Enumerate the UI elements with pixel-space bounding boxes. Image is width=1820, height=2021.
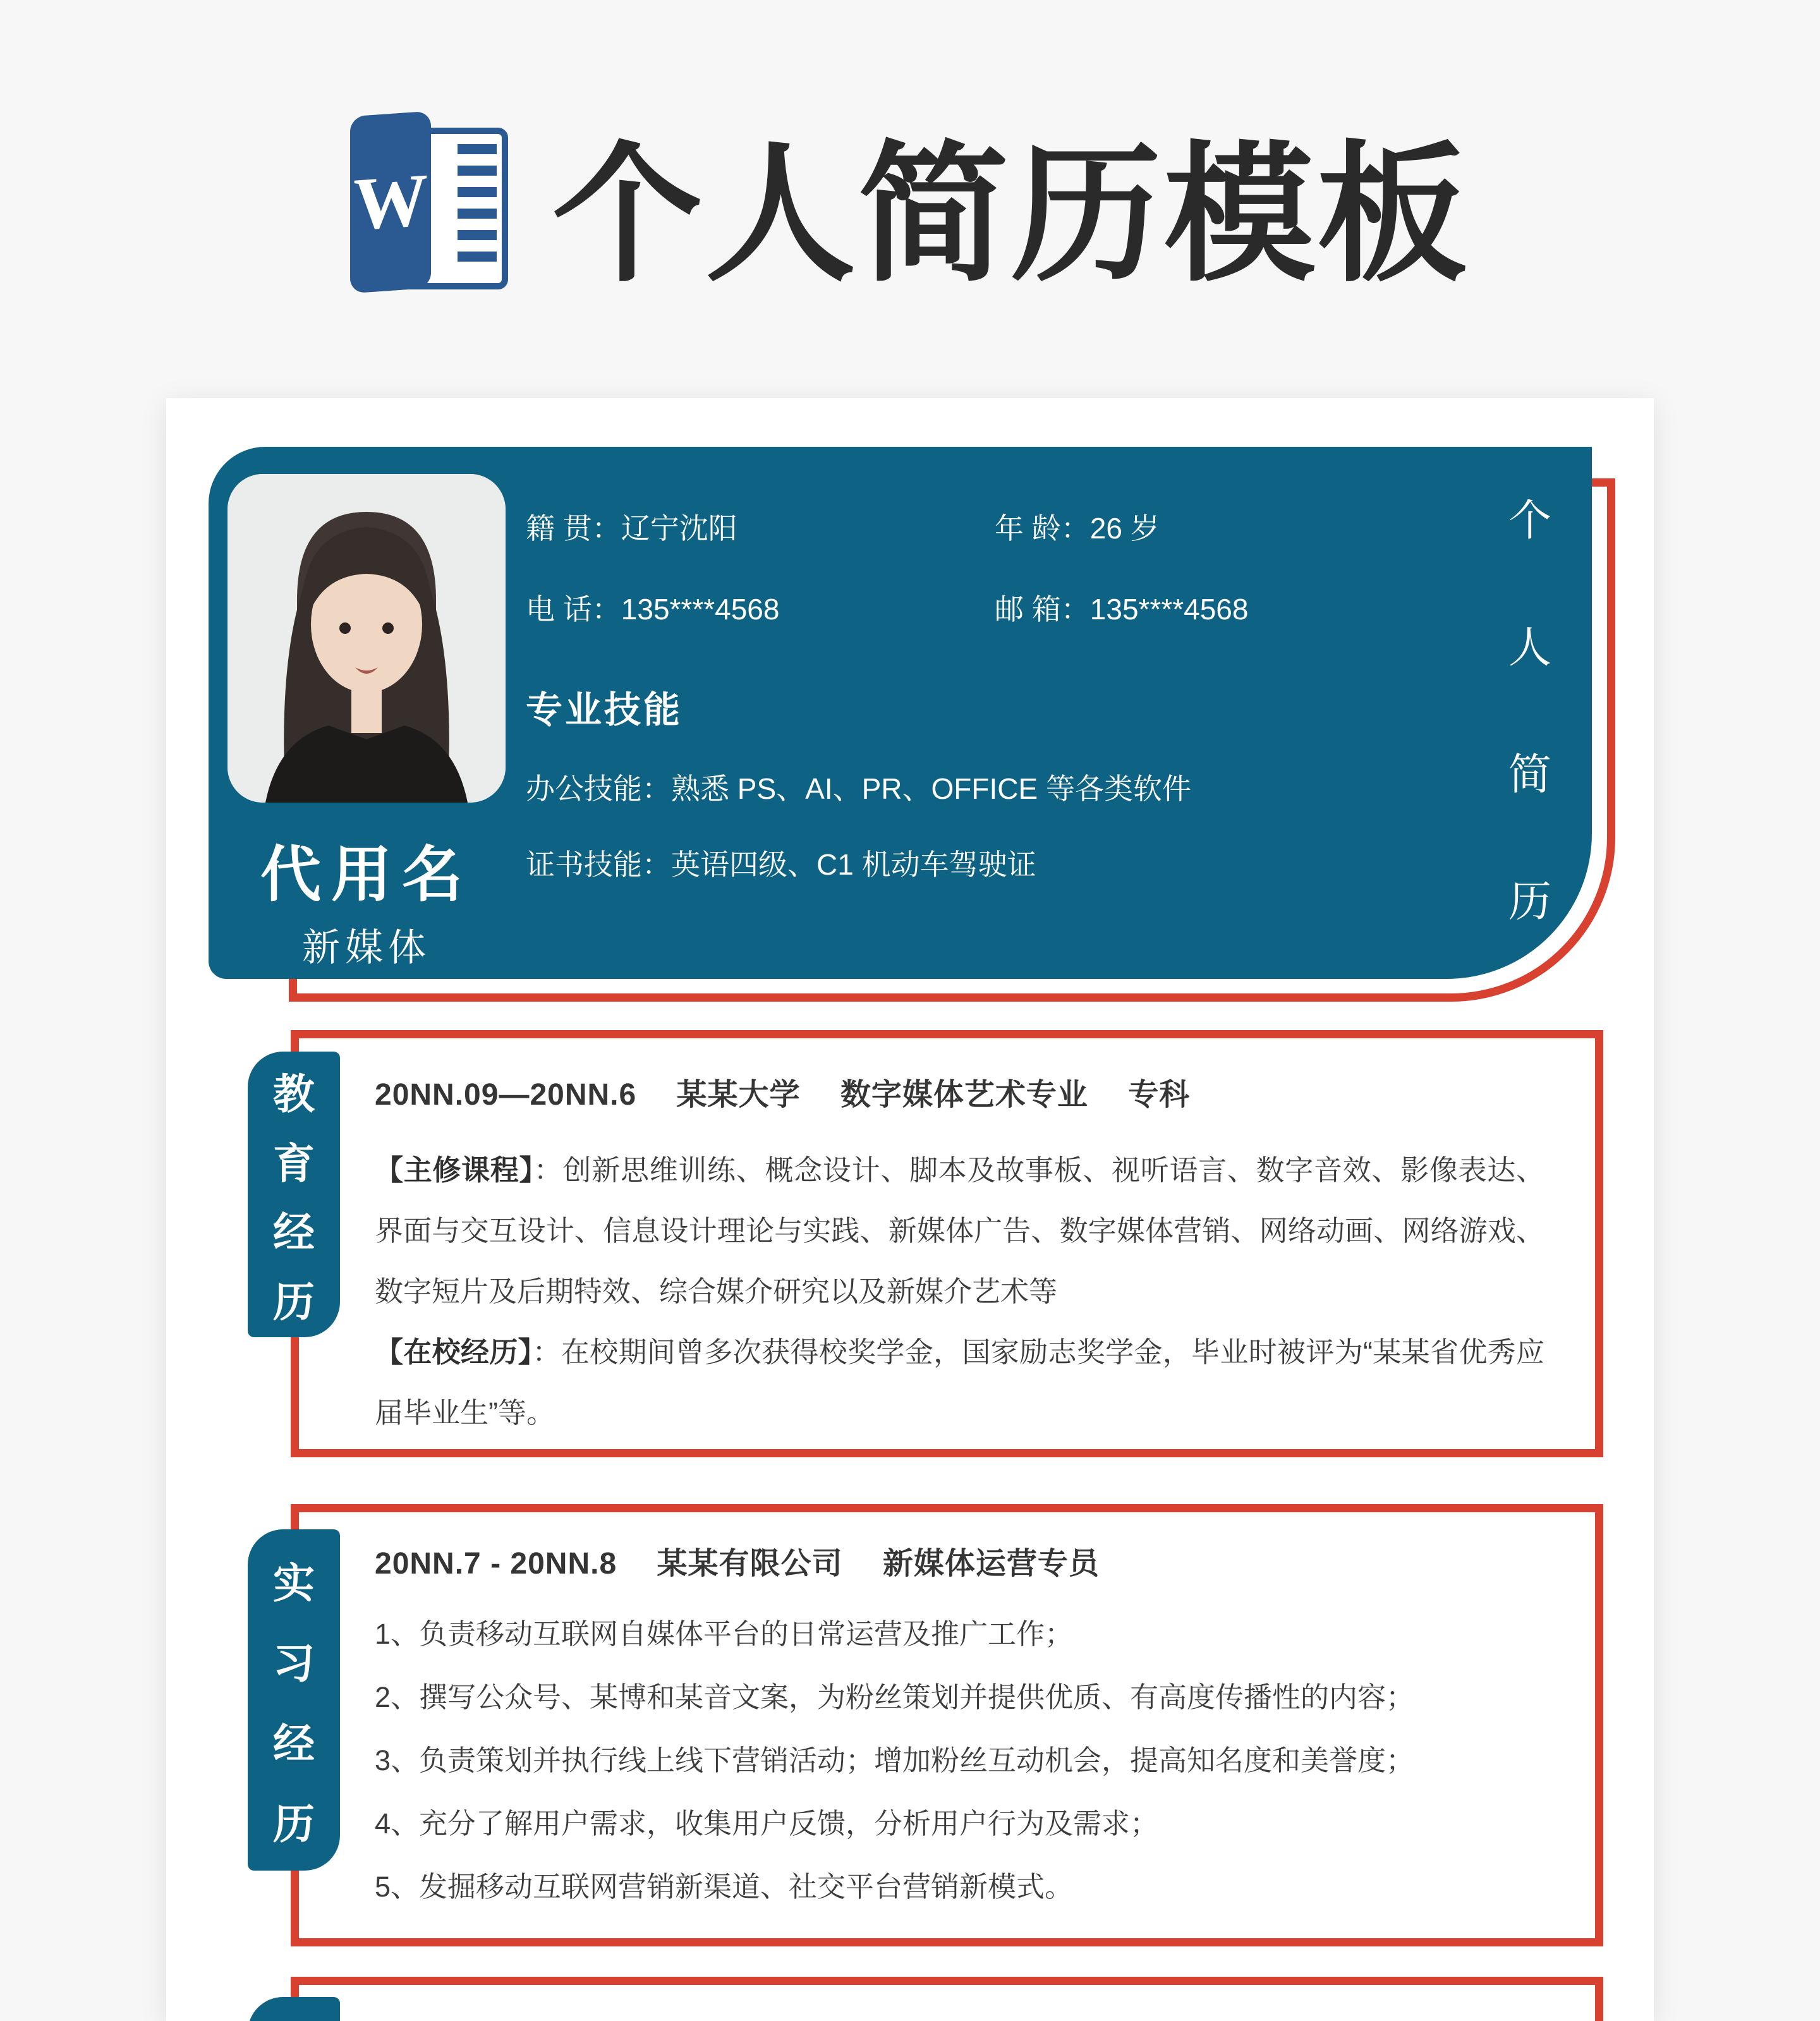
page-title: 个人简历模板 [552, 131, 1470, 299]
side-label-char: 人 [1508, 624, 1551, 672]
duty-item: 2、撰写公众号、某博和某音文案，为粉丝策划并提供优质、有高度传播性的内容； [375, 1681, 1415, 1713]
education-headline: 20NN.09—20NN.6 某某大学 数字媒体艺术专业 专科 [375, 1078, 1191, 1112]
info-value: ：辽宁沈阳 [592, 512, 737, 545]
info-field-email [995, 586, 1248, 628]
info-label: 籍 贯 [526, 512, 592, 545]
info-field-age [995, 506, 1160, 547]
campus-label: 【在校经历】 [375, 1336, 533, 1368]
word-icon-letter: W [353, 157, 428, 246]
candidate-tagline: 新媒体 [302, 926, 431, 969]
info-value: ：26 岁 [1060, 512, 1160, 545]
tab-char: 实 [273, 1560, 315, 1606]
internship-duty-list [375, 1603, 1544, 1919]
skill-certificates [526, 842, 1036, 883]
duty-item: 4、充分了解用户需求，收集用户反馈，分析用户行为及需求； [375, 1807, 1159, 1840]
courses-label: 【主修课程】 [375, 1154, 534, 1186]
next-section-box-cutoff [291, 1977, 1603, 2021]
tab-char: 经 [273, 1720, 315, 1767]
info-value: ：135****4568 [1060, 593, 1249, 626]
candidate-name: 代用名 [260, 841, 473, 909]
campus-text: ：在校期间曾多次获得校奖学金，国家励志奖学金，毕业时被评为“某某省优秀应届毕业生”等。 [375, 1336, 1544, 1429]
education-section-tab [248, 1052, 340, 1337]
skill-label: 证书技能 [526, 848, 642, 881]
info-field-origin [526, 506, 737, 547]
tab-char: 教 [273, 1071, 315, 1118]
education-section-box [291, 1030, 1603, 1457]
education-courses-paragraph [375, 1140, 1544, 1322]
tab-char: 经 [273, 1209, 315, 1256]
info-label: 年 龄 [995, 512, 1061, 545]
word-icon-cover [350, 111, 431, 294]
vertical-side-label [1489, 487, 1571, 929]
info-field-phone [526, 586, 779, 628]
skill-value: ：英语四级、C1 机动车驾驶证 [642, 848, 1036, 881]
skills-heading: 专业技能 [526, 689, 683, 731]
page-banner [0, 76, 1820, 329]
courses-text: ：创新思维训练、概念设计、脚本及故事板、视听语言、数字音效、影像表达、界面与交互设计、信息设计理论与实践、新媒体广告、数字媒体营销、网络动画、网络游戏、数字短片及后期特效、综合媒介研究以及新媒介艺术等 [375, 1154, 1544, 1308]
tab-char: 历 [273, 1278, 315, 1325]
duty-item: 5、发掘移动互联网营销新渠道、社交平台营销新模式。 [375, 1871, 1074, 1903]
duty-item: 3、负责策划并执行线上线下营销活动；增加粉丝互动机会，提高知名度和美誉度； [375, 1744, 1415, 1776]
word-icon [350, 114, 508, 291]
education-campus-paragraph [375, 1322, 1544, 1443]
word-icon-ruled-lines [458, 144, 497, 263]
tab-char: 育 [273, 1139, 315, 1187]
tab-char: 习 [273, 1640, 315, 1687]
internship-headline: 20NN.7 - 20NN.8 某某有限公司 新媒体运营专员 [375, 1547, 1100, 1581]
side-label-char: 个 [1508, 497, 1551, 545]
duty-item: 1、负责移动互联网自媒体平台的日常运营及推广工作； [375, 1618, 1074, 1650]
profile-photo [228, 474, 506, 803]
info-label: 电 话 [526, 593, 592, 626]
skill-value: ：熟悉 PS、AI、PR、OFFICE 等各类软件 [642, 772, 1191, 805]
skill-office [526, 766, 1191, 808]
skill-label: 办公技能 [526, 772, 642, 805]
info-label: 邮 箱 [995, 593, 1061, 626]
info-value: ：135****4568 [592, 593, 780, 626]
side-label-char: 简 [1508, 751, 1551, 799]
tab-char: 历 [273, 1800, 315, 1847]
internship-section-box [291, 1504, 1603, 1946]
portrait-illustration [228, 474, 506, 803]
internship-section-tab [248, 1529, 340, 1871]
side-label-char: 历 [1508, 878, 1551, 926]
